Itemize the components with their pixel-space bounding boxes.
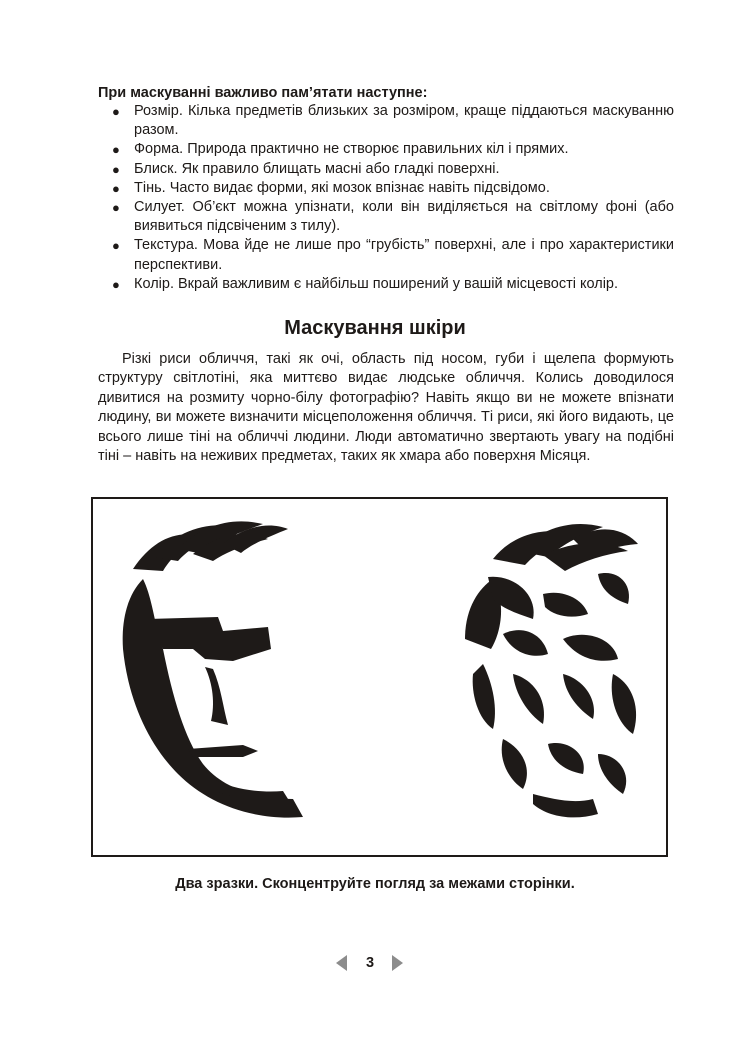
- list-item: ● Текстура. Мова йде не лише про “грубість” поверхні, але і про характеристики перспективи.: [112, 237, 674, 273]
- list-item: ● Тінь. Часто видає форми, які мозок впізнає навіть підсвідомо.: [110, 179, 674, 198]
- figure-frame: [91, 497, 668, 857]
- intro-line: При маскуванні важливо пам’ятати наступне:: [98, 85, 428, 101]
- bullet-list: [110, 102, 674, 294]
- arrow-right-icon[interactable]: [392, 955, 403, 971]
- bullet-icon: ●: [112, 180, 120, 196]
- list-item: ● Силует. Об’єкт можна упізнати, коли він виділяється на світлому фоні (або виявиться підсвіченим з тилу).: [112, 199, 674, 235]
- bullet-icon: ●: [112, 161, 120, 177]
- arrow-left-icon[interactable]: [336, 955, 347, 971]
- section-heading: Маскування шкіри: [284, 317, 466, 339]
- faces-illustration: [93, 499, 666, 855]
- bullet-icon: ●: [112, 200, 120, 216]
- bullet-icon: ●: [112, 238, 120, 254]
- face-normal: [123, 521, 303, 817]
- bullet-icon: ●: [112, 104, 120, 119]
- list-item: ● Розмір. Кілька предметів близьких за розміром, краще піддаються маскуванню разом.: [112, 103, 674, 139]
- bullet-icon: ●: [112, 142, 120, 158]
- face-camouflaged: [465, 524, 638, 817]
- page-navigation: [0, 953, 750, 973]
- figure-caption: Два зразки. Сконцентруйте погляд за межами сторінки.: [175, 876, 575, 892]
- list-item: ● Форма. Природа практично не створює правильних кіл і прямих.: [110, 140, 674, 159]
- list-item: ● Колір. Вкрай важливим є найбільш поширений у вашій місцевості колір.: [110, 275, 674, 294]
- bullet-icon: ●: [112, 276, 120, 292]
- body-paragraph: Різкі риси обличчя, такі як очі, область під носом, губи і щелепа формують структуру світлотіні, яка миттєво видає людське обличчя. Колись доводилося дивитися на розмиту чорно-білу фотографію? Навіть якщо ви не можете впізнати людину, ви можете визначити місцеположення обличчя. Ті риси, які його видають, це всього лише тіні на обличчі людини. Люди автоматично звертають увагу на подібні тіні – навіть на неживих предметах, таких як хмара або поверхня Місяця.: [98, 351, 674, 465]
- page-number: 3: [365, 955, 375, 971]
- list-item: ● Блиск. Як правило блищать масні або гладкі поверхні.: [110, 160, 674, 179]
